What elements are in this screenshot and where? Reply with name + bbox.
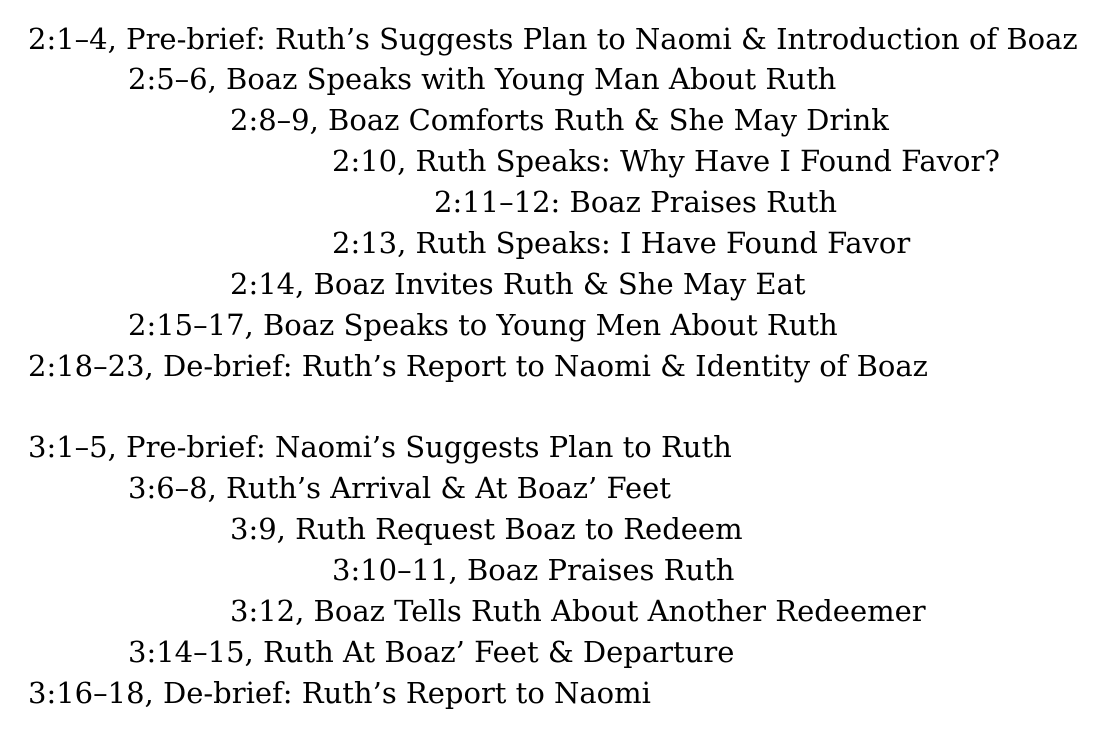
outline-line-3-1-5: 3:1–5, Pre-brief: Naomi’s Suggests Plan to Ruth <box>28 430 732 464</box>
outline-line-3-14-15: 3:14–15, Ruth At Boaz’ Feet & Departure <box>128 635 735 669</box>
outline-line-2-11-12: 2:11–12: Boaz Praises Ruth <box>434 185 837 219</box>
outline-line-2-13: 2:13, Ruth Speaks: I Have Found Favor <box>332 226 911 260</box>
outline-line-3-16-18: 3:16–18, De-brief: Ruth’s Report to Naomi <box>28 676 651 710</box>
outline-line-2-1-4: 2:1–4, Pre-brief: Ruth’s Suggests Plan to Naomi & Introduction of Boaz <box>28 22 1078 56</box>
outline-line-2-10: 2:10, Ruth Speaks: Why Have I Found Favor? <box>332 144 1000 178</box>
outline-line-2-18-23: 2:18–23, De-brief: Ruth’s Report to Naomi & Identity of Boaz <box>28 349 928 383</box>
outline-line-2-15-17: 2:15–17, Boaz Speaks to Young Men About Ruth <box>128 308 838 342</box>
outline-line-3-10-11: 3:10–11, Boaz Praises Ruth <box>332 553 735 587</box>
outline-line-3-12: 3:12, Boaz Tells Ruth About Another Redeemer <box>230 594 926 628</box>
outline-line-2-14: 2:14, Boaz Invites Ruth & She May Eat <box>230 267 806 301</box>
outline-line-3-9: 3:9, Ruth Request Boaz to Redeem <box>230 512 743 546</box>
outline-line-2-8-9: 2:8–9, Boaz Comforts Ruth & She May Drink <box>230 103 889 137</box>
outline-line-2-5-6: 2:5–6, Boaz Speaks with Young Man About Ruth <box>128 62 837 96</box>
outline-line-3-6-8: 3:6–8, Ruth’s Arrival & At Boaz’ Feet <box>128 471 671 505</box>
